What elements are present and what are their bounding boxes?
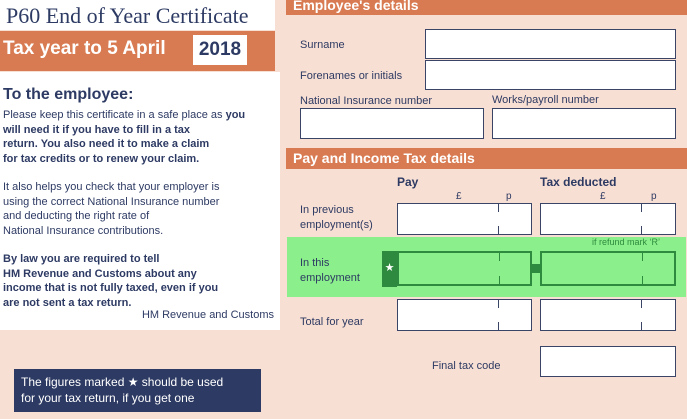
employee-details-header <box>286 0 687 15</box>
pence-divider <box>641 300 642 308</box>
works-number-field[interactable] <box>492 108 676 139</box>
notes-paragraph-1: Please keep this certificate in a safe place as you will need it if you have to fill in a tax return. You also need it to make a claim for tax credits or to renew your claim. <box>3 109 246 165</box>
title-box <box>0 0 275 30</box>
this-pay-field[interactable] <box>397 251 532 286</box>
pence-divider <box>499 253 500 261</box>
tax-year-value: 2018 <box>198 39 242 60</box>
notes-paragraph-2: It also helps you check that your employer is using the correct National Insurance number and deducting the right rate of National Insurance contributions. <box>3 181 220 237</box>
tax-column-heading: Tax deducted <box>540 175 617 189</box>
pay-tax-header <box>286 148 687 169</box>
tax-pence-label: p <box>651 191 657 202</box>
pence-divider <box>642 276 643 284</box>
pence-divider <box>641 204 642 212</box>
forenames-field[interactable] <box>425 60 676 90</box>
forenames-label: Forenames or initials <box>300 70 403 82</box>
ni-number-field[interactable] <box>300 108 484 139</box>
employee-details-heading: Employee's details <box>293 0 419 13</box>
refund-note: if refund mark ‘R’ <box>592 237 661 247</box>
works-number-label: Works/payroll number <box>492 94 599 106</box>
pence-divider <box>498 322 499 330</box>
this-employment-label: In this employment <box>300 257 360 284</box>
notes-heading: To the employee: <box>3 86 134 103</box>
notes-paragraph-3: By law you are required to tell HM Revenue and Customs about any income that is not fully taxed, even if you are not sent a tax return. <box>3 253 219 309</box>
footnote-box <box>14 369 261 412</box>
ni-number-label: National Insurance number <box>300 95 433 107</box>
total-year-label: Total for year <box>300 316 364 328</box>
tax-pound-label: £ <box>600 191 606 202</box>
total-pay-field[interactable] <box>397 299 532 331</box>
pence-divider <box>498 204 499 212</box>
final-tax-code-field[interactable] <box>540 346 676 377</box>
pay-column-heading: Pay <box>397 175 419 189</box>
footnote-text: The figures marked ★ should be used for your tax return, if you get one <box>21 375 224 405</box>
star-icon: ★ <box>384 262 395 274</box>
pay-tax-heading: Pay and Income Tax details <box>293 150 475 166</box>
this-tax-field[interactable] <box>540 251 676 286</box>
surname-label: Surname <box>300 39 345 51</box>
page-title: P60 End of Year Certificate <box>6 3 249 28</box>
employee-notes <box>0 72 280 330</box>
pence-divider <box>642 253 643 261</box>
pence-divider <box>498 226 499 234</box>
surname-field[interactable] <box>425 29 676 59</box>
tax-year-label: Tax year to 5 April <box>3 38 166 59</box>
pay-pence-label: p <box>506 191 512 202</box>
previous-employment-label: In previous employment(s) <box>300 204 373 231</box>
final-tax-code-label: Final tax code <box>432 360 501 372</box>
pence-divider <box>641 226 642 234</box>
pence-divider <box>641 322 642 330</box>
tax-year-value-box <box>193 35 247 65</box>
previous-pay-field[interactable] <box>397 203 532 235</box>
star-marker <box>382 251 397 287</box>
connector-bar <box>532 264 540 273</box>
pence-divider <box>499 276 500 284</box>
pay-pound-label: £ <box>456 191 462 202</box>
notes-signature: HM Revenue and Customs <box>141 309 274 321</box>
total-tax-field[interactable] <box>540 299 676 331</box>
pence-divider <box>498 300 499 308</box>
previous-tax-field[interactable] <box>540 203 676 235</box>
tax-year-bar <box>0 31 275 71</box>
